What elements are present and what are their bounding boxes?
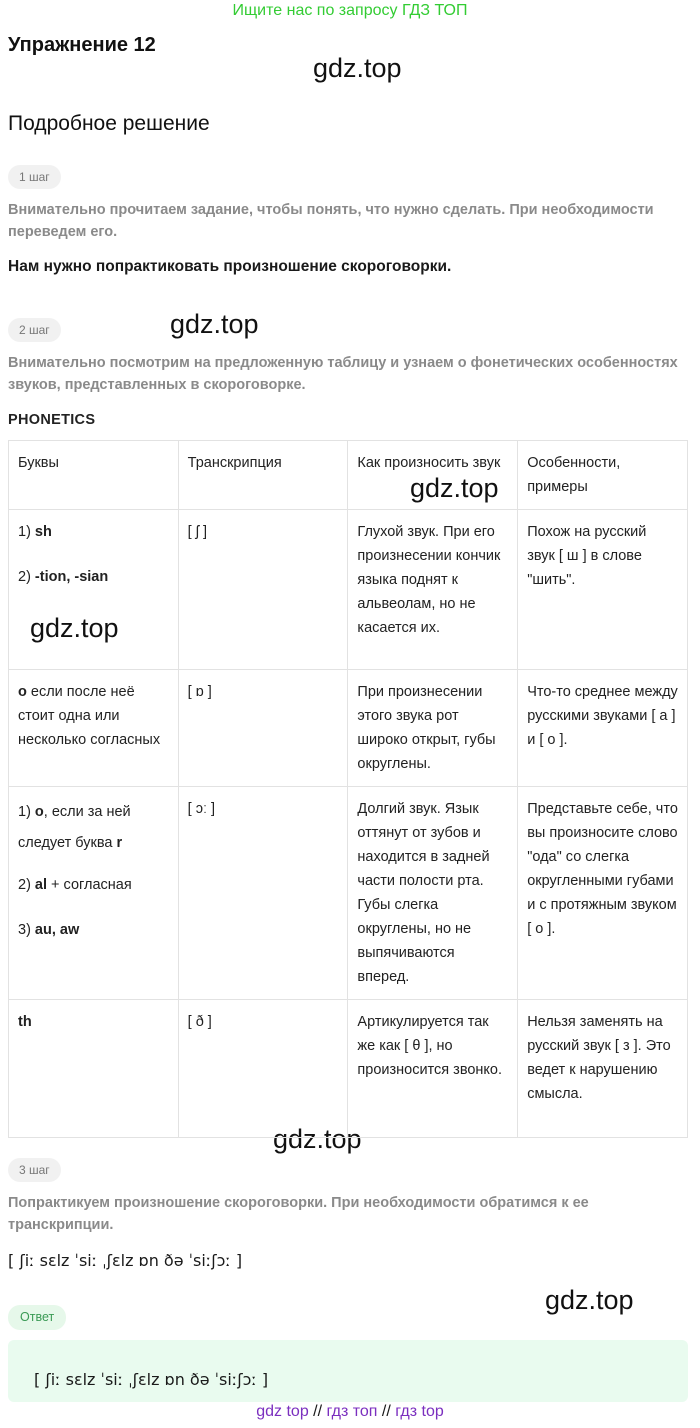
table-row bbox=[9, 510, 688, 670]
step-conclusion: Нам нужно попрактиковать произношение скороговорки. bbox=[8, 258, 452, 275]
pronunciation-cell: При произнесении этого звука рот широко открыт, губы округлены. bbox=[348, 670, 518, 787]
watermark: gdz.top bbox=[313, 53, 402, 83]
table-header: Как произносить звук bbox=[348, 441, 518, 510]
section-title: Подробное решение bbox=[8, 112, 210, 135]
watermark: gdz.top bbox=[170, 309, 259, 339]
phonetics-table bbox=[8, 440, 688, 1138]
letter-item: 2) al + согласная bbox=[18, 877, 132, 893]
bottom-link[interactable]: гдз top bbox=[395, 1403, 444, 1420]
step-badge: 2 шаг bbox=[8, 318, 61, 342]
step-text: Внимательно посмотрим на предложенную таблицу и узнаем о фонетических особенностях звуков, представленных в скороговорке. bbox=[8, 355, 678, 393]
watermark: gdz.top bbox=[273, 1124, 362, 1154]
letter-item: th bbox=[18, 1014, 32, 1030]
step-badge: 1 шаг bbox=[8, 165, 61, 189]
notes-cell: Нельзя заменять на русский звук [ з ]. Это ведет к нарушению смысла. bbox=[518, 1000, 688, 1138]
bottom-links bbox=[0, 1403, 700, 1428]
letter-item: o если после неё стоит одна или несколько согласных bbox=[18, 684, 161, 748]
letters-cell bbox=[9, 670, 179, 787]
watermark: gdz.top bbox=[410, 473, 499, 503]
watermark: gdz.top bbox=[545, 1285, 634, 1315]
tongue-twister-transcription: [ ʃiː sɛlz ˈsiː ˌʃɛlz ɒn ðə ˈsiːʃɔː ] bbox=[8, 1251, 243, 1270]
transcription-cell: [ ð ] bbox=[178, 1000, 348, 1138]
transcription-cell: [ ɔː ] bbox=[178, 787, 348, 1000]
search-banner: Ищите нас по запросу ГДЗ ТОП bbox=[232, 2, 468, 19]
pronunciation-cell: Глухой звук. При его произнесении кончик языка поднят к альвеолам, но не касается их. bbox=[348, 510, 518, 670]
notes-cell: Похож на русский звук [ ш ] в слове "шить". bbox=[518, 510, 688, 670]
page-title: Упражнение 12 bbox=[8, 34, 156, 56]
answer-badge: Ответ bbox=[8, 1305, 66, 1330]
phonetics-heading: PHONETICS bbox=[8, 412, 96, 428]
table-header: Особенности, примеры bbox=[518, 441, 688, 510]
link-separator: // bbox=[313, 1403, 323, 1420]
step-text: Попрактикуем произношение скороговорки. При необходимости обратимся к ее транскрипции. bbox=[8, 1195, 589, 1233]
letter-item: 1) o, если за ней следует буква r bbox=[18, 804, 131, 851]
table-header: Транскрипция bbox=[178, 441, 348, 510]
watermark: gdz.top bbox=[30, 613, 119, 643]
table-header-row bbox=[9, 441, 688, 510]
letters-cell bbox=[9, 510, 179, 670]
pronunciation-cell: Долгий звук. Язык оттянут от зубов и находится в задней части полости рта. Губы слегка округлены, но не выпячиваются вперед. bbox=[348, 787, 518, 1000]
pronunciation-cell: Артикулируется так же как [ θ ], но произносится звонко. bbox=[348, 1000, 518, 1138]
table-row bbox=[9, 670, 688, 787]
letter-item: 2) -tion, -sian bbox=[18, 569, 109, 585]
table-row bbox=[9, 787, 688, 1000]
letters-cell bbox=[9, 1000, 179, 1138]
step-badge: 3 шаг bbox=[8, 1158, 61, 1182]
bottom-link[interactable]: гдз топ bbox=[326, 1403, 378, 1420]
answer-text: [ ʃiː sɛlz ˈsiː ˌʃɛlz ɒn ðə ˈsiːʃɔː ] bbox=[34, 1370, 269, 1389]
transcription-cell: [ ʃ ] bbox=[178, 510, 348, 670]
table-row bbox=[9, 1000, 688, 1138]
notes-cell: Что-то среднее между русскими звуками [ а ] и [ о ]. bbox=[518, 670, 688, 787]
step-text: Внимательно прочитаем задание, чтобы понять, что нужно сделать. При необходимости переведем его. bbox=[8, 202, 654, 240]
table-header: Буквы bbox=[9, 441, 179, 510]
bottom-link[interactable]: gdz top bbox=[256, 1403, 309, 1420]
transcription-cell: [ ɒ ] bbox=[178, 670, 348, 787]
letters-cell bbox=[9, 787, 179, 1000]
notes-cell: Представьте себе, что вы произносите слово "ода" со слегка округленными губами и с протяжным звуком [ о ]. bbox=[518, 787, 688, 1000]
letter-item: 3) au, aw bbox=[18, 922, 80, 938]
answer-box bbox=[8, 1340, 688, 1402]
link-separator: // bbox=[381, 1403, 391, 1420]
letter-item: 1) sh bbox=[18, 524, 52, 540]
